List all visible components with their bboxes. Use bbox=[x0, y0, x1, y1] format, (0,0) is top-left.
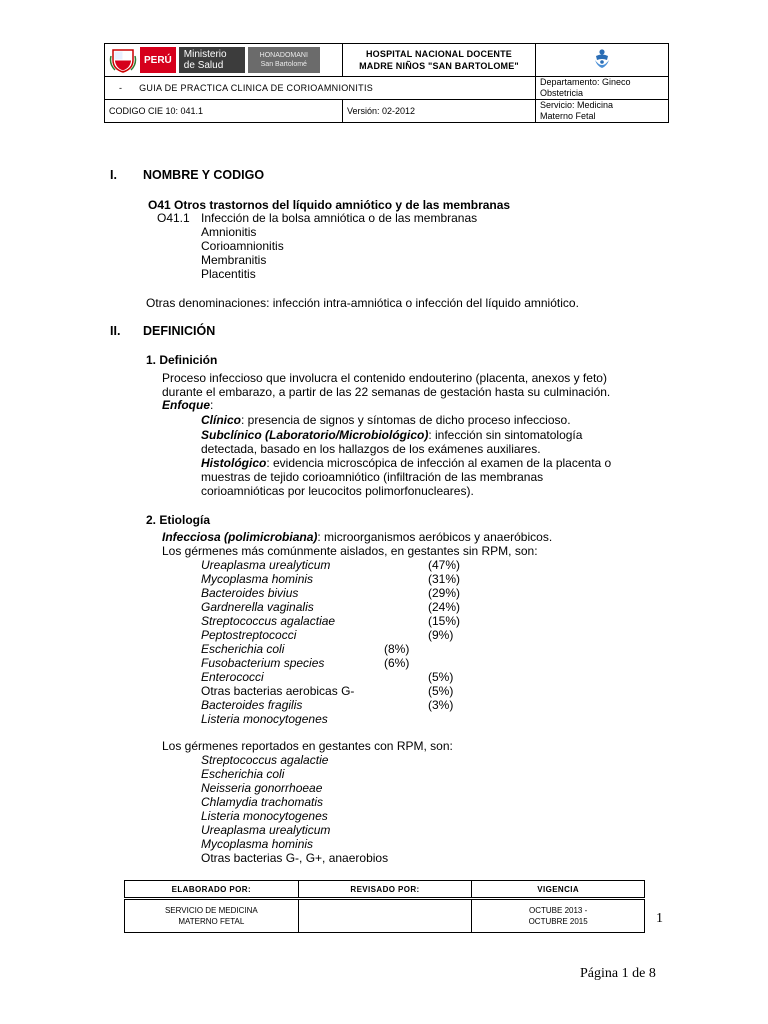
section-2-title: DEFINICIÓN bbox=[143, 324, 216, 338]
ministerio-line2: de Salud bbox=[183, 60, 224, 71]
hospital-name-cell bbox=[343, 44, 536, 77]
departamento-line1: Departamento: Gineco bbox=[540, 77, 631, 87]
germ-percentage: (9%) bbox=[428, 628, 454, 642]
clinico-label: Clínico bbox=[201, 413, 242, 427]
elaborado-label: ELABORADO POR: bbox=[125, 881, 299, 898]
document-header bbox=[104, 43, 669, 123]
enfoque-colon: : bbox=[210, 398, 214, 412]
servicio-line2: Materno Fetal bbox=[540, 111, 596, 121]
germ-name: Neisseria gonorrhoeae bbox=[201, 781, 323, 795]
servicio-cell bbox=[536, 100, 669, 123]
germ-name: Bacteroides fragilis bbox=[201, 698, 303, 712]
enfoque-line bbox=[162, 398, 213, 412]
synonym-item: Placentitis bbox=[201, 267, 256, 281]
definition-line1: Proceso infeccioso que involucra el contenido endouterino (placenta, anexos y feto) bbox=[162, 371, 607, 385]
cie-code: CODIGO CIE 10: 041.1 bbox=[109, 106, 204, 116]
section-1-title: NOMBRE Y CODIGO bbox=[143, 168, 265, 182]
section-2-number: II. bbox=[110, 324, 121, 338]
sin-rpm-intro: Los gérmenes más comúnmente aislados, en gestantes sin RPM, son: bbox=[162, 544, 538, 558]
germ-name: Ureaplasma urealyticum bbox=[201, 558, 331, 572]
ministerio-line1: Ministerio bbox=[183, 49, 227, 60]
germ-percentage: (6%) bbox=[384, 656, 410, 670]
synonym-item: Membranitis bbox=[201, 253, 267, 267]
hospital-emblem-cell bbox=[536, 44, 669, 77]
elaborado-line2: MATERNO FETAL bbox=[178, 917, 245, 926]
peru-coat-of-arms-icon bbox=[109, 46, 137, 74]
histologico-text: : evidencia microscópica de infección al examen de la placenta o bbox=[266, 456, 612, 470]
germ-name: Mycoplasma hominis bbox=[201, 572, 314, 586]
germ-percentage: (5%) bbox=[428, 670, 454, 684]
germ-percentage: (47%) bbox=[428, 558, 461, 572]
enfoque-label: Enfoque bbox=[162, 398, 210, 412]
honadomani-line2: San Bartolomé bbox=[260, 61, 307, 68]
other-names: Otras denominaciones: infección intra-amniótica o infección del líquido amniótico. bbox=[146, 296, 579, 310]
version-cell bbox=[343, 100, 536, 123]
synonym-item: Corioamnionitis bbox=[201, 239, 284, 253]
germ-name: Ureaplasma urealyticum bbox=[201, 823, 331, 837]
histologico-line bbox=[201, 456, 611, 470]
elaborado-line1: SERVICIO DE MEDICINA bbox=[164, 906, 258, 915]
germ-name: Otras bacterias G-, G+, anaerobios bbox=[201, 851, 389, 865]
footer-header-table bbox=[124, 880, 645, 898]
germ-percentage: (24%) bbox=[428, 600, 461, 614]
etiology-heading: 2. Etiología bbox=[146, 513, 211, 527]
elaborado-value bbox=[125, 900, 299, 933]
hospital-name-line2: MADRE NIÑOS "SAN BARTOLOME" bbox=[359, 61, 519, 71]
mother-child-emblem-icon bbox=[592, 48, 612, 70]
honadomani-line1: HONADOMANI bbox=[259, 52, 308, 59]
infecciosa-text: : microorganismos aeróbicos y anaeróbicos. bbox=[317, 530, 553, 544]
germ-name: Otras bacterias aerobicas G- bbox=[201, 684, 355, 698]
servicio-line1: Servicio: Medicina bbox=[540, 100, 614, 110]
germ-name: Escherichia coli bbox=[201, 767, 285, 781]
histologico-label: Histológico bbox=[201, 456, 267, 470]
revisado-value bbox=[298, 900, 472, 933]
subcode-description: Infección de la bolsa amniótica o de las membranas bbox=[201, 211, 478, 225]
clinico-line bbox=[201, 413, 571, 427]
footer-values-table bbox=[124, 899, 645, 933]
germ-name: Mycoplasma hominis bbox=[201, 837, 314, 851]
code-heading: O41 Otros trastornos del líquido amniótico y de las membranas bbox=[148, 198, 511, 212]
side-page-number: 1 bbox=[656, 911, 663, 926]
vigencia-label: VIGENCIA bbox=[472, 881, 645, 898]
version-label: Versión: 02-2012 bbox=[347, 106, 416, 116]
ministerio-logo bbox=[179, 47, 245, 73]
germ-name: Fusobacterium species bbox=[201, 656, 325, 670]
peru-label: PERÚ bbox=[144, 54, 172, 66]
con-rpm-intro: Los gérmenes reportados en gestantes con RPM, son: bbox=[162, 739, 453, 753]
departamento-cell bbox=[536, 77, 669, 100]
subclinico-text: : infección sin sintomatología bbox=[428, 428, 583, 442]
vigencia-value bbox=[472, 900, 645, 933]
subclinico-label: Subclínico (Laboratorio/Microbiológico) bbox=[201, 428, 429, 442]
departamento-line2: Obstetricia bbox=[540, 88, 584, 98]
germ-name: Listeria monocytogenes bbox=[201, 712, 328, 726]
guide-title-cell bbox=[105, 77, 536, 100]
definition-heading: 1. Definición bbox=[146, 353, 218, 367]
germ-percentage: (31%) bbox=[428, 572, 461, 586]
subclinico-line2: detectada, basado en los hallazgos de los exámenes auxiliares. bbox=[201, 442, 541, 456]
germ-name: Escherichia coli bbox=[201, 642, 285, 656]
hospital-name-line1: HOSPITAL NACIONAL DOCENTE bbox=[365, 49, 512, 59]
peru-logo bbox=[140, 47, 176, 73]
cie-code-cell bbox=[105, 100, 343, 123]
germ-name: Chlamydia trachomatis bbox=[201, 795, 324, 809]
germ-percentage: (15%) bbox=[428, 614, 461, 628]
page-indicator: Página 1 de 8 bbox=[580, 966, 656, 981]
germ-percentage: (29%) bbox=[428, 586, 461, 600]
germ-percentage: (5%) bbox=[428, 684, 454, 698]
infecciosa-label: Infecciosa (polimicrobiana) bbox=[162, 530, 318, 544]
histologico-line2: muestras de tejido corioamniótico (infiltración de las membranas bbox=[201, 470, 544, 484]
vigencia-line2: OCTUBRE 2015 bbox=[528, 917, 588, 926]
guide-title: GUIA DE PRACTICA CLINICA DE CORIOAMNIONITIS bbox=[139, 83, 374, 93]
definition-line2: durante el embarazo, a partir de las 22 semanas de gestación hasta su culminación. bbox=[162, 385, 611, 399]
germ-name: Enterococci bbox=[201, 670, 264, 684]
logo-cell bbox=[105, 44, 343, 77]
revisado-label: REVISADO POR: bbox=[298, 881, 472, 898]
subclinico-line bbox=[201, 428, 582, 442]
histologico-line3: corioamnióticas por leucocitos polimorfonucleares). bbox=[201, 484, 474, 498]
synonym-item: Amnionitis bbox=[201, 225, 257, 239]
institution-logos bbox=[109, 46, 338, 74]
section-1-number: I. bbox=[110, 168, 117, 182]
clinico-text: : presencia de signos y síntomas de dicho proceso infeccioso. bbox=[241, 413, 571, 427]
vigencia-line1: OCTUBE 2013 - bbox=[529, 906, 588, 915]
germ-name: Streptococcus agalactie bbox=[201, 753, 329, 767]
germ-name: Gardnerella vaginalis bbox=[201, 600, 314, 614]
honadomani-logo bbox=[248, 47, 320, 73]
germ-name: Bacteroides bivius bbox=[201, 586, 299, 600]
germ-percentage: (8%) bbox=[384, 642, 410, 656]
subcode: O41.1 bbox=[157, 211, 190, 225]
infecciosa-line bbox=[162, 530, 552, 544]
germ-name: Listeria monocytogenes bbox=[201, 809, 328, 823]
germ-name: Peptostreptococci bbox=[201, 628, 297, 642]
guide-title-dash: - bbox=[119, 83, 123, 93]
germ-name: Streptococcus agalactiae bbox=[201, 614, 336, 628]
germ-percentage: (3%) bbox=[428, 698, 454, 712]
